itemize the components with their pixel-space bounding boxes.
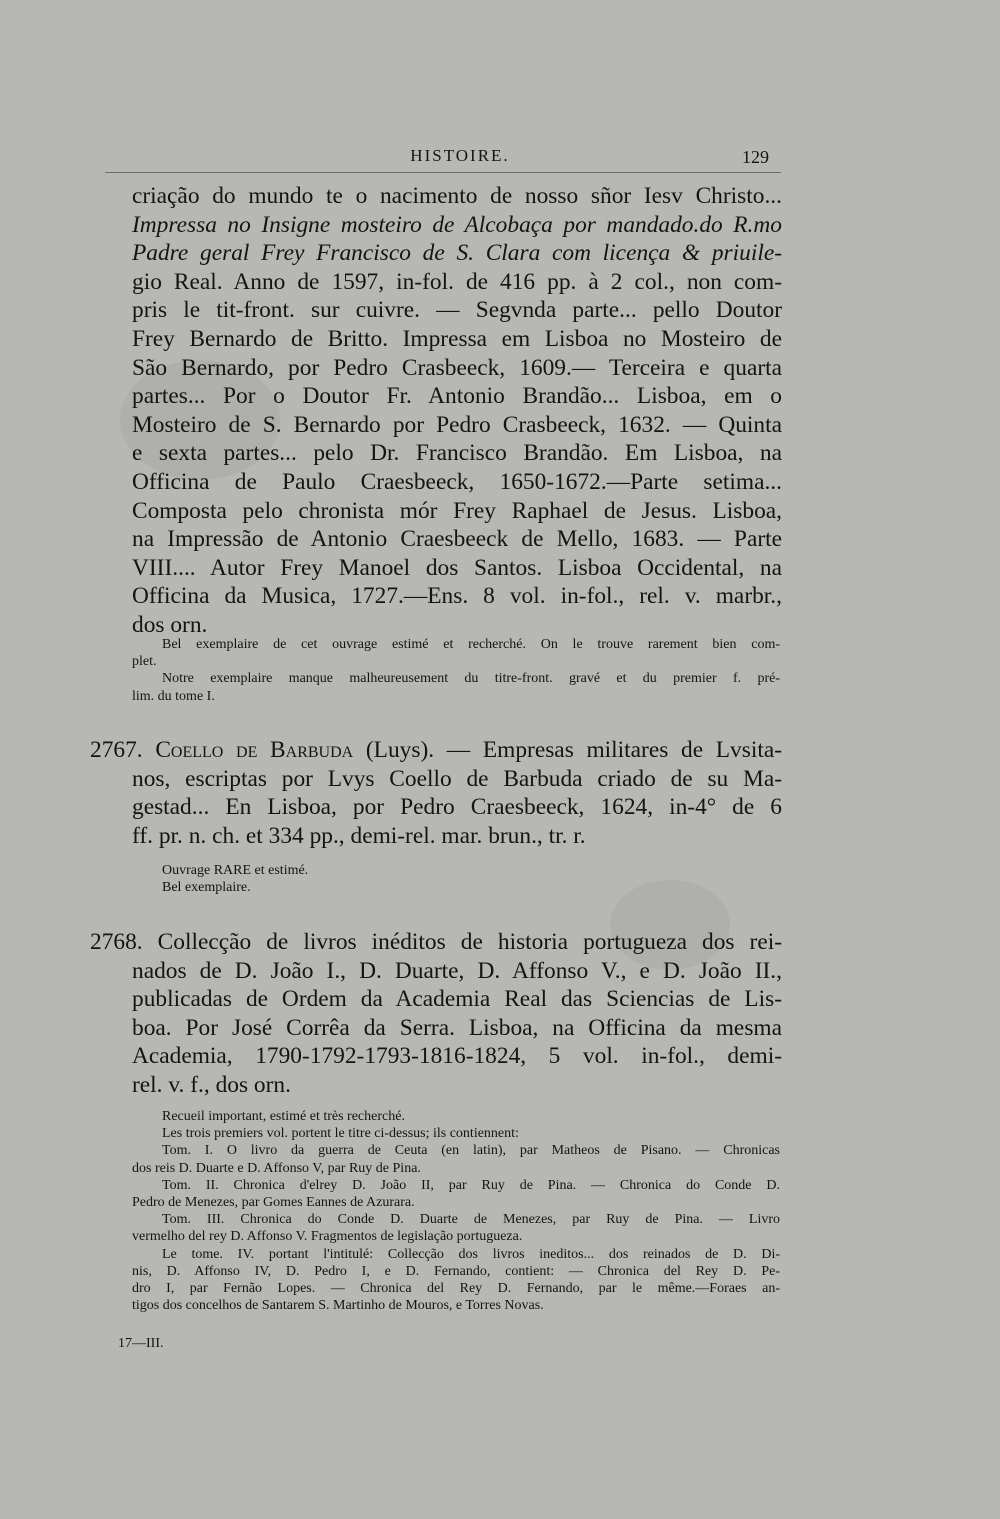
text-line: pris le tit-front. sur cuivre. — Segvnda parte... pello Doutor bbox=[132, 297, 782, 324]
text-line: criação do mundo te o nacimento de nosso sñor Iesv Christo... bbox=[132, 183, 782, 209]
entry-title-start: (Luys). — Empresas militares de Lvsita- bbox=[353, 737, 783, 763]
text-line: publicadas de Ordem da Academia Real das Sciencias de Lis- bbox=[132, 986, 782, 1013]
note-line: plet. bbox=[132, 654, 157, 670]
note-line: tigos dos concelhos de Santarem S. Martinho de Mouros, e Torres Novas. bbox=[132, 1298, 544, 1314]
entry-number: 2768. bbox=[90, 929, 143, 955]
entry-author: Coello de Barbuda bbox=[155, 737, 354, 763]
text-line: na Impressão de Antonio Craesbeeck de Mello, 1683. — Parte bbox=[132, 526, 782, 553]
text-line: VIII.... Autor Frey Manoel dos Santos. Lisboa Occidental, na bbox=[132, 554, 782, 581]
note-line: Recueil important, estimé et très recherché. bbox=[162, 1109, 405, 1124]
note-line: Pedro de Menezes, par Gomes Eannes de Azurara. bbox=[132, 1195, 415, 1211]
text-line: Mosteiro de S. Bernardo por Pedro Crasbeeck, 1632. — Quinta bbox=[132, 411, 782, 438]
text-line: Impressa no Insigne mosteiro de Alcobaça por mandado.do R.mo bbox=[132, 211, 782, 238]
text-line: nados de D. João I., D. Duarte, D. Affonso V., e D. João II., bbox=[132, 957, 782, 984]
entry-number: 2767. bbox=[90, 737, 143, 763]
note-line: Tom. III. Chronica do Conde D. Duarte de Menezes, par Ruy de Pina. — Livro bbox=[162, 1212, 780, 1228]
text-line: Frey Bernardo de Britto. Impressa em Lisboa no Mosteiro de bbox=[132, 325, 782, 352]
note-line: Tom. II. Chronica d'elrey D. João II, par Ruy de Pina. — Chronica do Conde D. bbox=[162, 1177, 780, 1193]
note-line: Tom. I. O livro da guerra de Ceuta (en latin), par Matheos de Pisano. — Chronicas bbox=[162, 1143, 780, 1159]
text-line: e sexta partes... pelo Dr. Francisco Brandão. Em Lisboa, na bbox=[132, 440, 782, 467]
entry-heading-line bbox=[90, 928, 782, 957]
note-line: Bel exemplaire de cet ouvrage estimé et recherché. On le trouve rarement bien com- bbox=[162, 637, 780, 652]
text-line: boa. Por José Corrêa da Serra. Lisboa, na Officina da mesma bbox=[132, 1014, 782, 1041]
continuation-paragraph bbox=[132, 182, 782, 640]
text-line: rel. v. f., dos orn. bbox=[132, 1071, 291, 1098]
entry-heading-line bbox=[90, 736, 783, 765]
text-line: dos orn. bbox=[132, 611, 208, 638]
running-title: HISTOIRE. bbox=[410, 146, 510, 165]
entry-title-start: Collecção de livros inéditos de historia portugueza dos rei- bbox=[142, 929, 782, 955]
note-line: lim. du tome I. bbox=[132, 688, 215, 704]
note-line: nis, D. Affonso IV, D. Pedro I, e D. Fernando, contient: — Chronica del Rey D. Pe- bbox=[132, 1263, 780, 1279]
text-line: Padre geral Frey Francisco de S. Clara com licença & priuile- bbox=[132, 240, 782, 267]
page-number: 129 bbox=[742, 147, 769, 167]
text-line: Officina da Musica, 1727.—Ens. 8 vol. in-fol., rel. v. marbr., bbox=[132, 583, 782, 610]
note-line: Bel exemplaire. bbox=[162, 880, 251, 896]
note-line: Ouvrage RARE et estimé. bbox=[162, 863, 309, 878]
note-line: dro I, par Fernão Lopes. — Chronica del Rey D. Fernando, par le même.—Foraes an- bbox=[132, 1281, 780, 1297]
note-line: Le tome. IV. portant l'intitulé: Collecção dos livros ineditos... dos reinados de D. Di- bbox=[162, 1246, 780, 1262]
note-line: Notre exemplaire manque malheureusement du titre-front. gravé et du premier f. pré- bbox=[162, 671, 780, 687]
footnote-block bbox=[132, 636, 780, 705]
text-line: Composta pelo chronista mór Frey Raphael de Jesus. Lisboa, bbox=[132, 497, 782, 524]
text-line: gio Real. Anno de 1597, in-fol. de 416 pp. à 2 col., non com- bbox=[132, 268, 782, 295]
text-line: gestad... En Lisboa, por Pedro Craesbeeck, 1624, in-4° de 6 bbox=[132, 794, 782, 821]
text-line: partes... Por o Doutor Fr. Antonio Brandão... Lisboa, em o bbox=[132, 383, 782, 410]
note-line: vermelho del rey D. Affonso V. Fragmentos de legislação portugueza. bbox=[132, 1229, 523, 1245]
entry-2768 bbox=[90, 928, 782, 1100]
text-line: São Bernardo, por Pedro Crasbeeck, 1609.— Terceira e quarta bbox=[132, 354, 782, 381]
text-line: nos, escriptas por Lvys Coello de Barbuda criado de su Ma- bbox=[132, 765, 782, 792]
text-line: Academia, 1790-1792-1793-1816-1824, 5 vol. in-fol., demi- bbox=[132, 1043, 782, 1070]
signature-mark: 17—III. bbox=[118, 1336, 164, 1351]
note-line: Les trois premiers vol. portent le titre ci-dessus; ils contiennent: bbox=[162, 1126, 519, 1142]
running-head bbox=[105, 146, 781, 173]
text-line: ff. pr. n. ch. et 334 pp., demi-rel. mar. brun., tr. r. bbox=[132, 822, 586, 849]
footnote-block bbox=[162, 862, 780, 896]
entry-2767 bbox=[90, 736, 783, 850]
note-line: dos reis D. Duarte e D. Affonso V, par Ruy de Pina. bbox=[132, 1160, 421, 1176]
footnote-block bbox=[132, 1108, 780, 1314]
text-line: Officina de Paulo Craesbeeck, 1650-1672.—Parte setima... bbox=[132, 468, 782, 495]
